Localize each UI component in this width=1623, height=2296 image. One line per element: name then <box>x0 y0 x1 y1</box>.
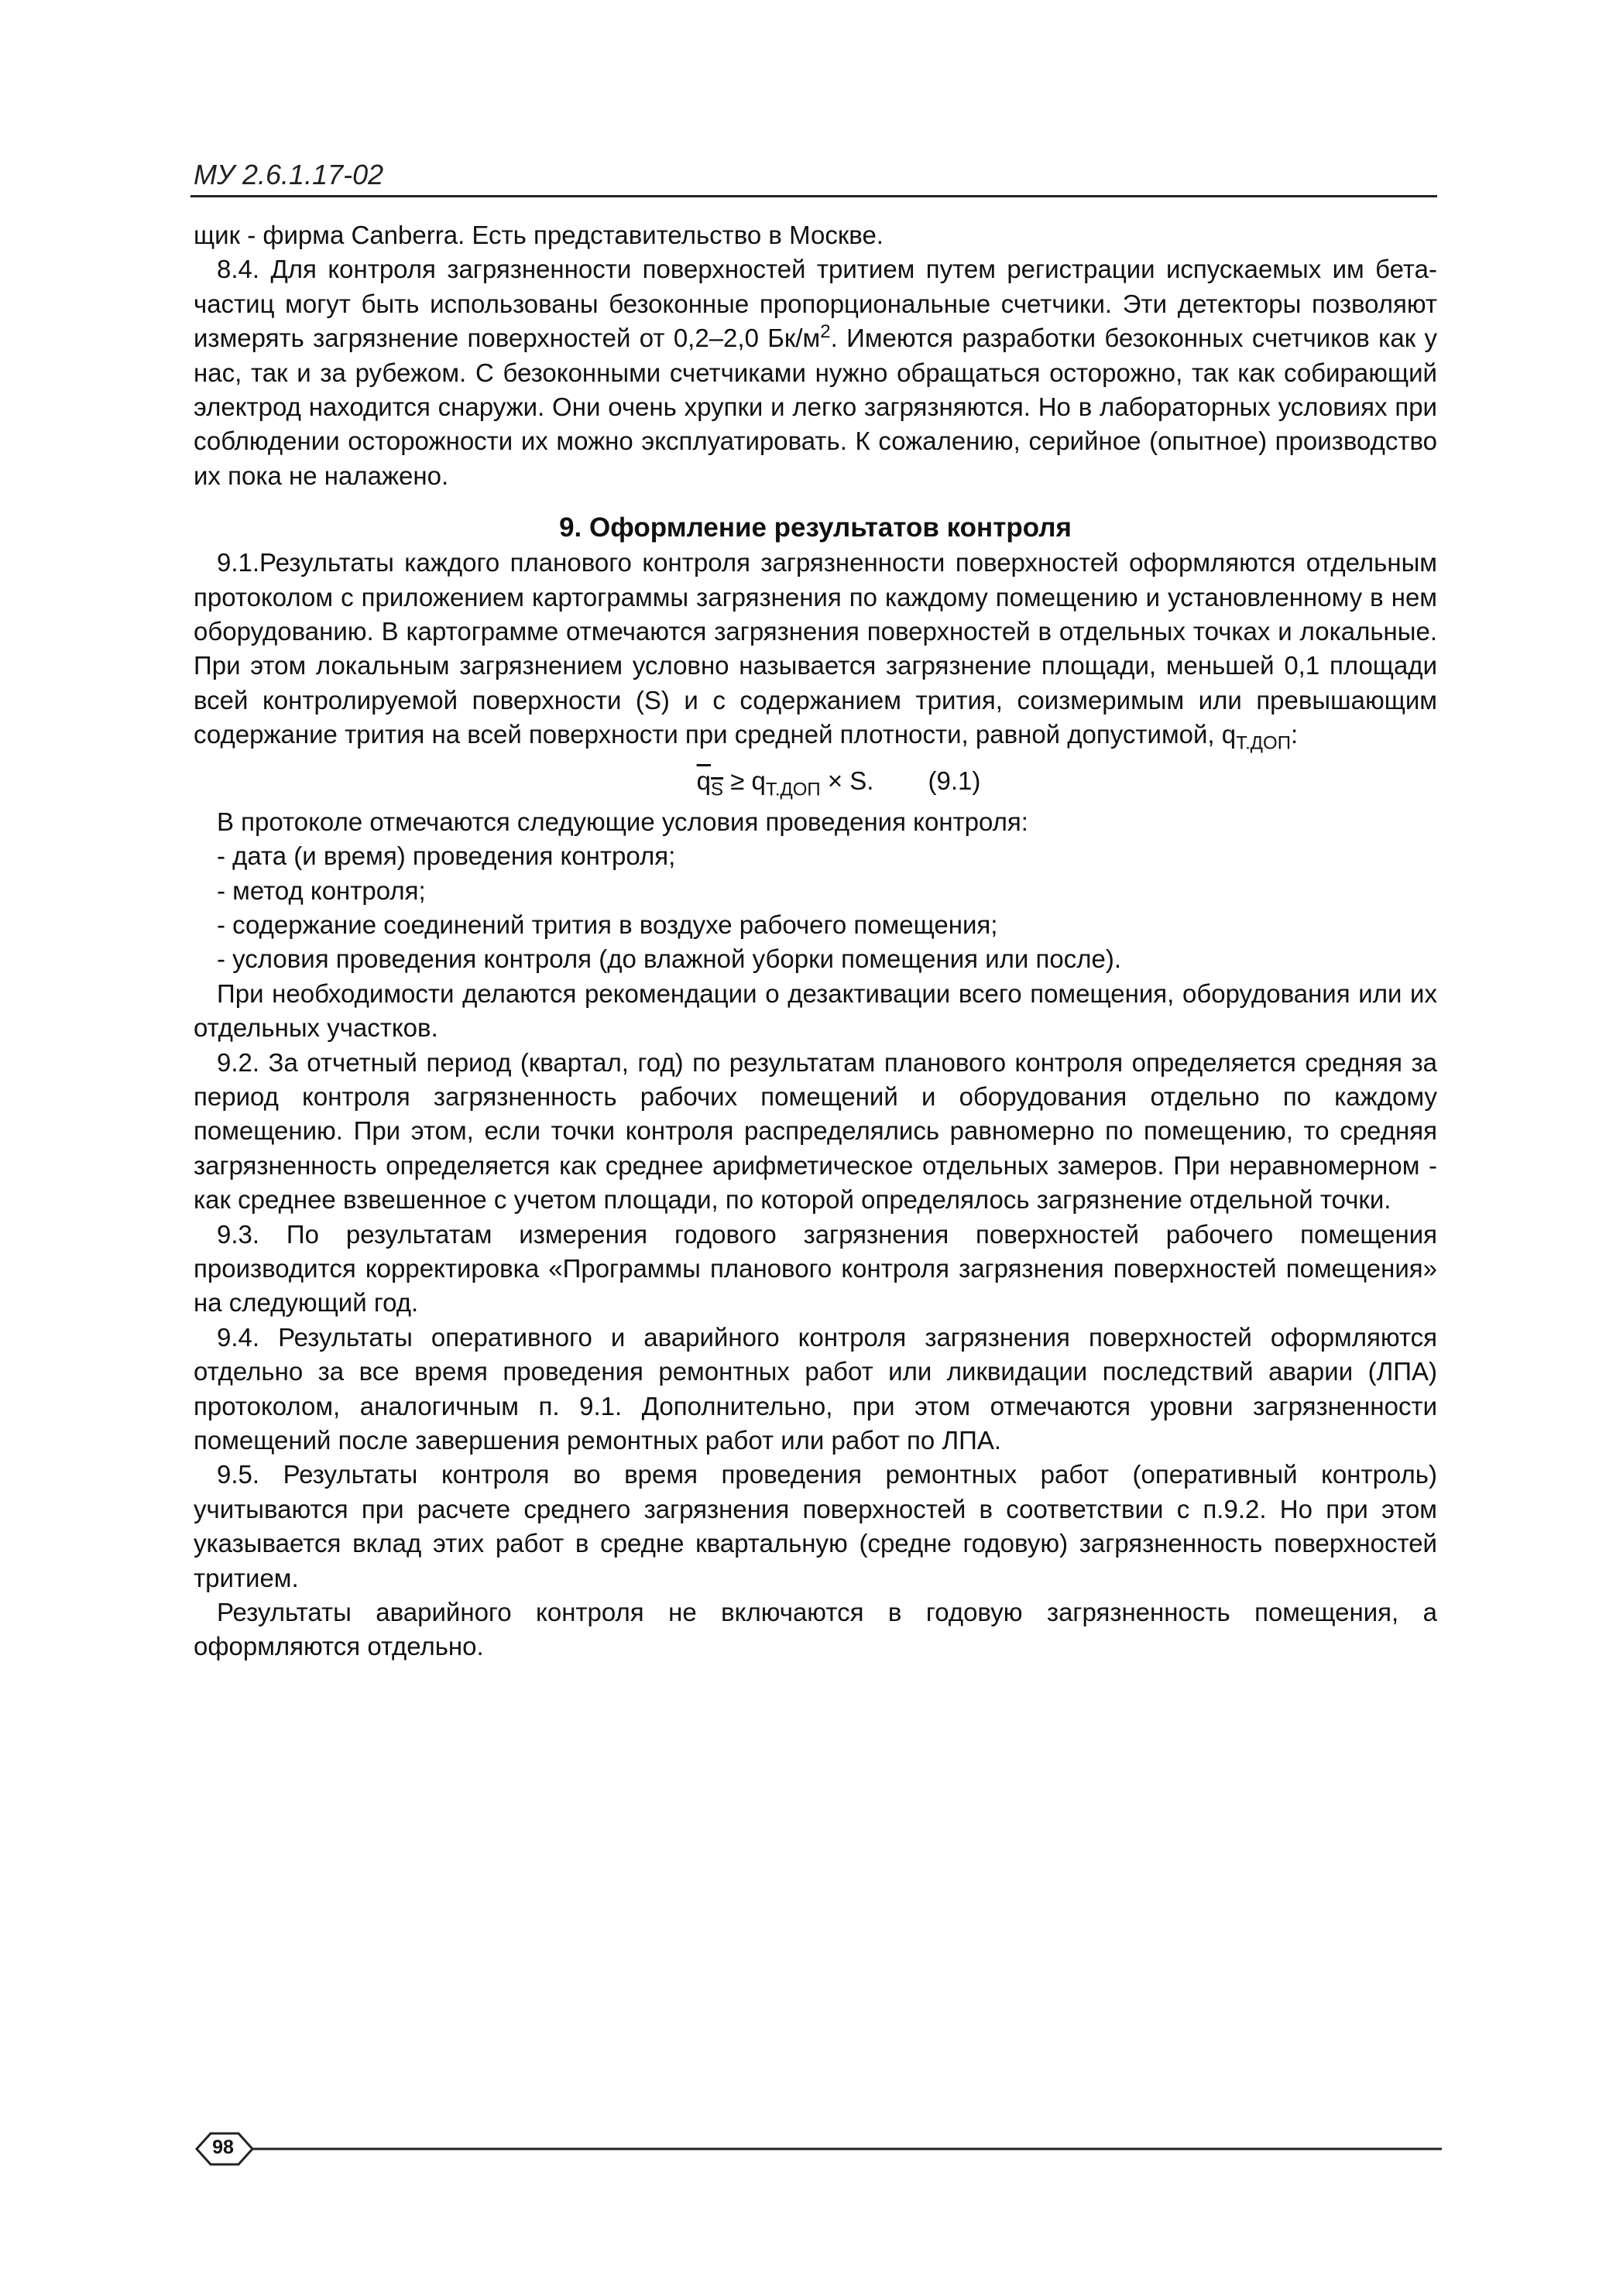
list-item: - дата (и время) проведения контроля; <box>217 841 676 871</box>
paragraph-9-4: 9.4. Результаты оперативного и аварийного контроля загрязнения поверхностей оформляются отдельно за все время проведения ремонтных работ или ликвидации последствий аварии (ЛПА) протоколом, аналогичным п. 9.1. Дополнительно, при этом отмечаются уровни загрязненности помещений после завершения ремонтных работ или работ по ЛПА. <box>194 1322 1437 1455</box>
paragraph-9-2: 9.2. За отчетный период (квартал, год) по результатам планового контроля определяется средняя за период контроля загрязненность рабочих помещений и оборудования отдельно по каждому помещению. При этом, если точки контроля распределялись равномерно по помещению, то средняя загрязненность определяется как среднее арифметическое отдельных замеров. При неравномерном - как среднее взвешенное с учетом площади, по которой определялось загрязнение отдельной точки. <box>194 1047 1437 1215</box>
formula-operator: ≥ <box>723 766 752 795</box>
list-item: - условия проведения контроля (до влажной уборки помещения или после). <box>217 944 1122 974</box>
paragraph-8-4-text-b: . Имеются разработки безоконных счетчиков как у нас, так и за рубежом. С безоконными счетчиками нужно обращаться осторожно, так как собирающий электрод находится снаружи. Они очень хрупки и легко загрязняются. Но в лабораторных условиях при соблюдении осторожности их можно эксплуатировать. К сожалению, серийное (опытное) производство их пока не налажено. <box>194 324 1437 490</box>
formula-rhs-sub: Т.ДОП <box>765 779 821 800</box>
footer-rule <box>194 2127 1444 2174</box>
paragraph-9-5: 9.5. Результаты контроля во время проведения ремонтных работ (оперативный контроль) учитываются при расчете среднего загрязнения поверхностей в соответствии с п.9.2. Но при этом указывается вклад этих работ в средне квартальную (средне годовую) загрязненность поверхностей тритием. <box>194 1460 1437 1592</box>
paragraph-8-4-text-a: 8.4. Для контроля загрязненности поверхностей тритием путем регистрации испускаемых им бета-частиц могут быть использованы безоконные пропорциональные счетчики. Эти детекторы позволяют измерять загрязнение поверхностей от 0,2–2,0 Бк/м <box>194 255 1437 353</box>
protocol-intro: В протоколе отмечаются следующие условия проведения контроля: <box>217 807 1028 836</box>
formula-lhs <box>696 766 724 800</box>
section-heading: 9. Оформление результатов контроля <box>559 512 1072 543</box>
paragraph-final: Результаты аварийного контроля не включаются в годовую загрязненность помещения, а оформляются отдельно. <box>194 1598 1437 1661</box>
paragraph-recommendations: При необходимости делаются рекомендации о дезактивации всего помещения, оборудования или их отдельных участков. <box>194 978 1437 1043</box>
list-item: - содержание соединений трития в воздухе рабочего помещения; <box>217 910 998 939</box>
formula-number: (9.1) <box>928 766 981 795</box>
page-footer <box>194 2127 1444 2174</box>
paragraph-9-1-text: 9.1.Результаты каждого планового контроля загрязненности поверхностей оформляются отдельным протоколом с приложением картограммы загрязнения по каждому помещению и установленному в нем оборудованию. В картограмме отмечаются загрязнения поверхностей в отдельных точках и локальные. При этом локальным загрязнением условно называется загрязнение площади, меньшей 0,1 площади всей контролируемой поверхности (S) и с содержанием трития, соизмеримым или превышающим содержание трития на всей поверхности при средней плотности, равной допустимой, q <box>194 548 1437 749</box>
formula-lhs-base: q <box>696 766 712 795</box>
paragraph-9-3: 9.3. По результатам измерения годового загрязнения поверхностей рабочего помещения производится корректировка «Программы планового контроля загрязнения поверхностей помещения» на следующий год. <box>194 1219 1437 1318</box>
paragraph-9-1-end: : <box>1290 720 1299 749</box>
superscript-2: 2 <box>820 321 831 343</box>
paragraph-8-4 <box>194 252 1437 493</box>
formula-9-1 <box>194 760 1437 802</box>
list-item: - метод контроля; <box>217 876 426 905</box>
formula-rhs-tail: × S. <box>820 766 874 795</box>
subscript-t-dop: Т.ДОП <box>1236 732 1291 754</box>
header-rule <box>190 195 1437 197</box>
page-number: 98 <box>212 2137 234 2158</box>
formula-rhs-base: q <box>751 766 766 795</box>
formula-lhs-sub: S <box>711 779 724 800</box>
body-text <box>194 218 1437 1664</box>
document-code: МУ 2.6.1.17-02 <box>194 159 384 190</box>
paragraph-9-1 <box>194 546 1437 752</box>
paragraph-continuation: щик - фирма Canberra. Есть представительство в Москве. <box>194 221 884 249</box>
